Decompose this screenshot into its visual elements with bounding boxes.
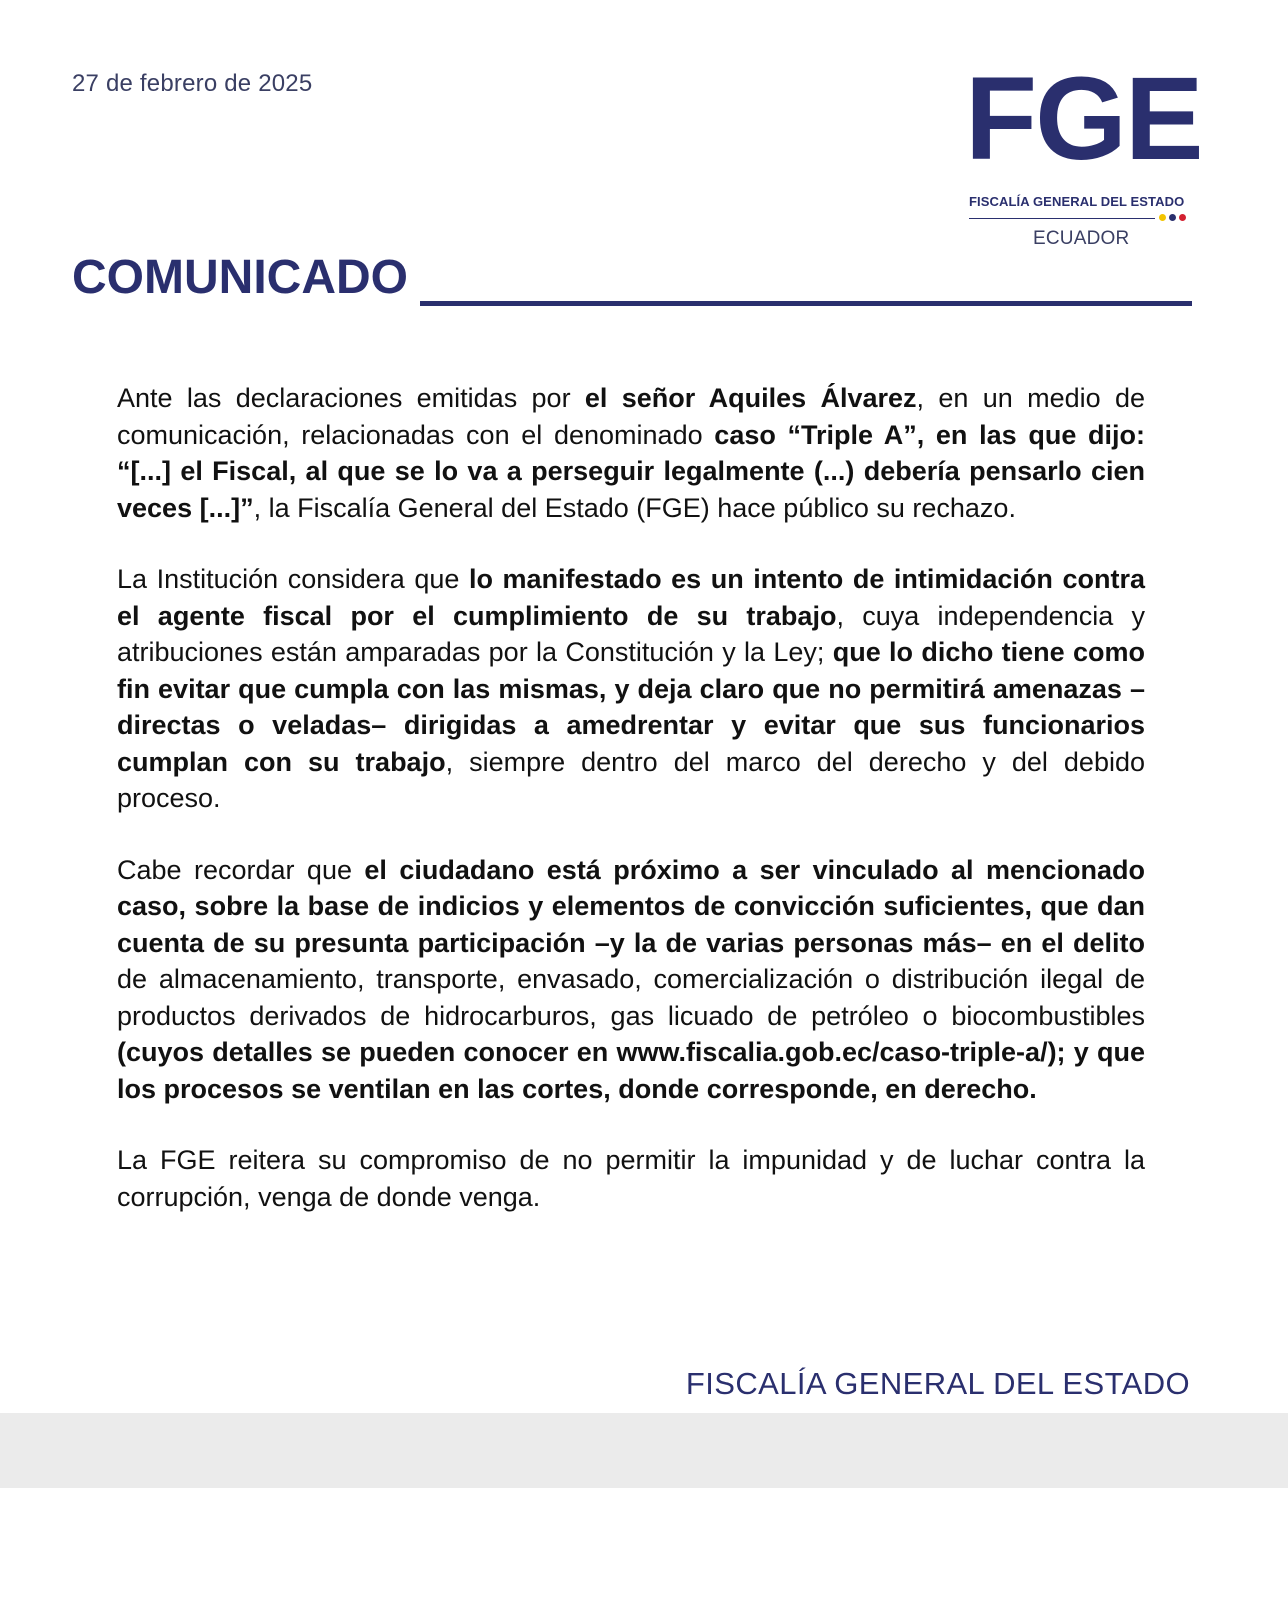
text-run: , cuya independencia y atribuciones están amparadas por la Constitución y la Ley; bbox=[117, 600, 1146, 667]
bold-text-run: (cuyos detalles se pueden conocer en www.fiscalia.gob.ec/caso-triple-a/); y que los procesos se ventilan en las cortes, donde corresponde, en derecho. bbox=[117, 1037, 1145, 1104]
document-date: 27 de febrero de 2025 bbox=[72, 70, 313, 97]
paragraph bbox=[117, 561, 1145, 817]
text-run: La FGE reitera su compromiso de no permitir la impunidad y de luchar contra la corrupción, venga de donde venga. bbox=[117, 1145, 1145, 1212]
text-run: , siempre dentro del marco del derecho y del debido proceso. bbox=[117, 746, 1145, 813]
bold-text-run: lo manifestado es un intento de intimidación contra el agente fiscal por el cumplimiento de su trabajo bbox=[117, 564, 1145, 631]
flag-dot-red bbox=[1179, 214, 1186, 221]
text-run: de almacenamiento, transporte, envasado, comercialización o distribución ilegal de productos derivados de hidrocarburos, gas licuado de petróleo o biocombustibles bbox=[117, 964, 1145, 1031]
paragraph bbox=[117, 380, 1145, 526]
paragraph bbox=[117, 852, 1145, 1108]
logo-divider bbox=[969, 218, 1155, 219]
bold-text-run: el ciudadano está próximo a ser vinculado al mencionado caso, sobre la base de indicios y elementos de convicción suficientes, que dan cuenta de su presunta participación –y la de varias personas más– en el delito bbox=[117, 854, 1145, 958]
bold-text-run: el señor Aquiles Álvarez bbox=[584, 383, 917, 413]
heading-underline bbox=[420, 301, 1192, 306]
bold-text-run: que lo dicho tiene como fin evitar que cumpla con las mismas, y deja claro que no permitirá amenazas –directas o veladas– dirigidas a amedrentar y evitar que sus funcionarios cumplan con su trabajo bbox=[117, 637, 1145, 777]
logo-subtitle: FISCALÍA GENERAL DEL ESTADO bbox=[969, 194, 1185, 209]
text-run: La Institución considera que bbox=[117, 564, 469, 594]
paragraph bbox=[117, 1142, 1145, 1215]
text-run: Cabe recordar que bbox=[117, 854, 365, 885]
text-run: , en un medio de comunicación, relacionadas con el denominado bbox=[117, 383, 1145, 450]
flag-dot-blue bbox=[1169, 214, 1176, 221]
logo-mark: FGE bbox=[965, 53, 1202, 185]
page-title: COMUNICADO bbox=[72, 251, 408, 304]
logo-country: ECUADOR bbox=[1033, 228, 1130, 249]
fge-logo bbox=[965, 53, 1202, 260]
statement-body bbox=[117, 380, 1145, 1250]
bold-text-run: caso “Triple A”, en las que dijo: “[...] el Fiscal, al que se lo va a perseguir legalmente (...) debería pensarlo cien veces [...]” bbox=[117, 419, 1145, 523]
signature: FISCALÍA GENERAL DEL ESTADO bbox=[685, 1366, 1190, 1401]
flag-dot-yellow bbox=[1159, 214, 1166, 221]
flag-dots bbox=[1159, 214, 1186, 221]
footer-band bbox=[0, 1413, 1288, 1488]
text-run: , la Fiscalía General del Estado (FGE) hace público su rechazo. bbox=[253, 492, 1016, 523]
heading bbox=[72, 250, 1192, 306]
text-run: Ante las declaraciones emitidas por bbox=[117, 383, 585, 413]
